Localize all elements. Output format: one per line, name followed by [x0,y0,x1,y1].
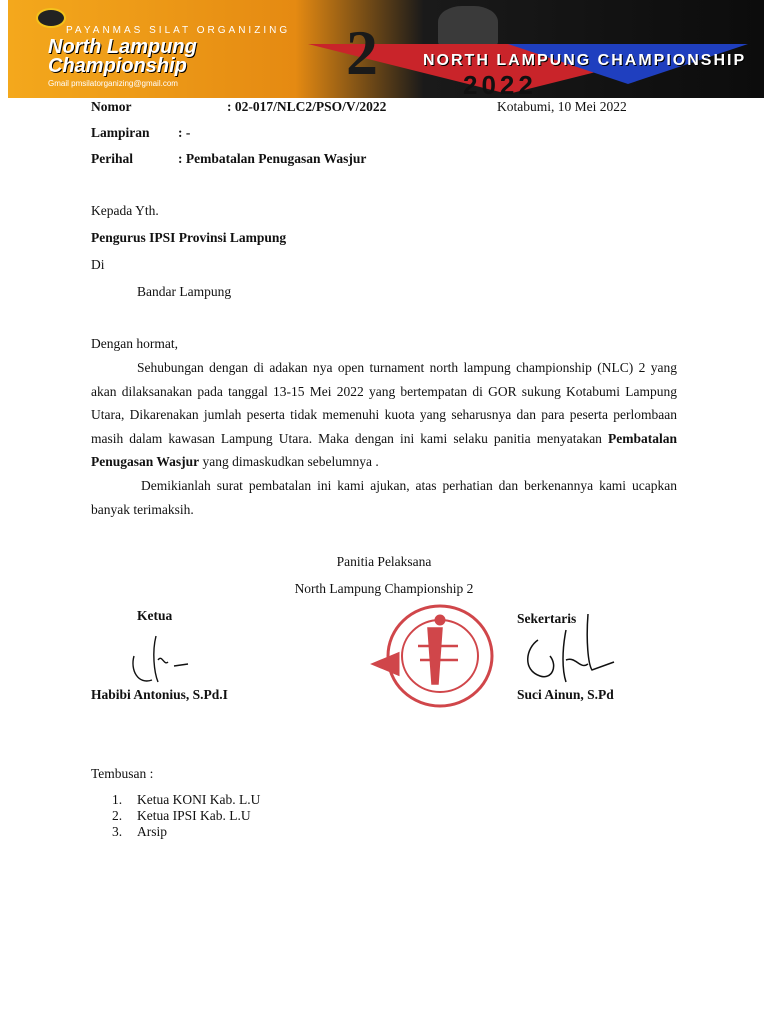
tembusan-list [112,792,260,840]
banner-big-number: 2 [346,17,378,88]
body-paragraph-2 [91,474,677,521]
nomor-value: : 02-017/NLC2/PSO/V/2022 [227,99,387,114]
list-item: 3. Arsip [112,824,167,839]
header-banner [8,0,764,98]
body1-bold: Pembatalan Penugasan Wasjur [91,430,677,469]
body1-text: Sehubungan dengan di adakan nya open turnament north lampung championship (NLC) 2 yang akan dilaksanakan pada tanggal 13-15 Mei 2022 yang bertempatan di GOR sukung Kotabumi Lampung Utara, Dikarenakan jumlah peserta tidak memenuhi kuota yang seharusnya dan para peserta perlombaan masih dalam kawasan Lampung Utara. Maka dengan ini kami selaku panitia menyatakan [91,360,677,446]
di-label: Di [91,257,105,272]
ketua-name: Habibi Antonius, S.Pd.I [91,687,228,702]
lampiran-value: : - [178,125,191,140]
banner-organization: PAYANMAS SILAT ORGANIZING [66,25,291,36]
body1-end: yang dimaskudkan sebelumnya . [199,454,379,469]
body-paragraph-1 [91,356,677,474]
recipient: Pengurus IPSI Provinsi Lampung [91,230,287,245]
letter-date: Kotabumi, 10 Mei 2022 [497,99,627,114]
sekretaris-title: Sekertaris [517,611,577,626]
ketua-signature [128,630,198,690]
tembusan-label: Tembusan : [91,766,154,781]
organization-logo [36,8,66,28]
recipient-city: Bandar Lampung [137,284,232,299]
official-stamp [368,598,498,716]
kepada-yth: Kepada Yth. [91,203,159,218]
perihal-value: : Pembatalan Penugasan Wasjur [178,151,367,166]
banner-event-name: NORTH LAMPUNG CHAMPIONSHIP [423,52,747,69]
banner-title-line1: North Lampung [48,36,197,58]
nomor-label: Nomor [91,99,132,114]
fighter-silhouette-icon [438,6,498,46]
perihal-label: Perihal [91,151,133,166]
committee-line-2: North Lampung Championship 2 [294,581,474,596]
ketua-title: Ketua [137,608,173,623]
sekretaris-signature [518,610,628,690]
greeting: Dengan hormat, [91,336,178,351]
banner-year: 2022 [463,70,537,98]
list-item: 1. Ketua KONI Kab. L.U [112,792,261,807]
lampiran-label: Lampiran [91,125,150,140]
sekretaris-name: Suci Ainun, S.Pd [517,687,614,702]
committee-line-1: Panitia Pelaksana [336,554,432,569]
list-item: 2. Ketua IPSI Kab. L.U [112,808,251,823]
banner-email: Gmail pmsilatorganizing@gmail.com [48,79,178,88]
body2-text: Demikianlah surat pembatalan ini kami ajukan, atas perhatian dan berkenannya kami ucapkan banyak terimaksih. [91,478,677,517]
banner-title-line2: Championship [48,55,187,77]
